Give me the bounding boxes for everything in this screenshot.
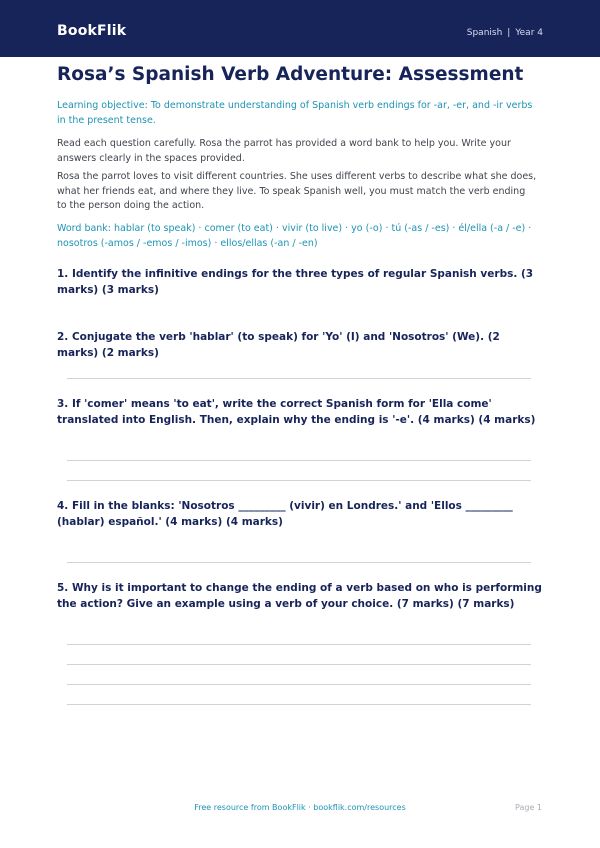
year-label: Year 4	[515, 28, 543, 38]
instructions-paragraph: Read each question carefully. Rosa the parrot has provided a word bank to help you. Write your answers clearly in the spaces provided.	[57, 138, 511, 164]
header-meta	[467, 28, 543, 38]
answer-line[interactable]	[67, 562, 531, 563]
story-paragraph: Rosa the parrot loves to visit different countries. She uses different verbs to describe what she does, what her friends eat, and where they live. To speak Spanish well, you must match the verb ending to the person doing the action.	[57, 171, 537, 211]
header-bar	[0, 0, 600, 57]
answer-line[interactable]	[67, 704, 531, 705]
answer-line[interactable]	[67, 684, 531, 685]
question-5: 5. Why is it important to change the ending of a verb based on who is performing the action? Give an example using a verb of your choice. (7 marks) (7 marks)	[57, 582, 542, 610]
answer-line[interactable]	[67, 480, 531, 481]
subject-label: Spanish	[466, 28, 503, 38]
answer-line[interactable]	[67, 378, 531, 379]
answer-line[interactable]	[67, 460, 531, 461]
question-2: 2. Conjugate the verb 'hablar' (to speak) for 'Yo' (I) and 'Nosotros' (We). (2 marks) (2 marks)	[57, 331, 500, 359]
page-title: Rosa’s Spanish Verb Adventure: Assessment	[57, 64, 524, 85]
question-4: 4. Fill in the blanks: 'Nosotros _________ (vivir) en Londres.' and 'Ellos _________ (hablar) español.' (4 marks) (4 marks)	[57, 500, 513, 528]
question-1: 1. Identify the infinitive endings for the three types of regular Spanish verbs. (3 marks) (3 marks)	[57, 268, 534, 296]
answer-line[interactable]	[67, 664, 531, 665]
answer-line[interactable]	[67, 644, 531, 645]
learning-objective: Learning objective: To demonstrate understanding of Spanish verb endings for -ar, -er, and -ir verbs in the present tense.	[57, 100, 533, 126]
page-number: Page 1	[515, 803, 542, 812]
question-3: 3. If 'comer' means 'to eat', write the correct Spanish form for 'Ella come' translated into English. Then, explain why the ending is '-e'. (4 marks) (4 marks)	[57, 398, 536, 426]
word-bank: Word bank: hablar (to speak) · comer (to eat) · vivir (to live) · yo (-o) · tú (-as / -es) · él/ella (-a / -e) · nosotros (-amos / -emos / -imos) · ellos/ellas (-an / -en)	[57, 223, 532, 249]
brand-logo[interactable]: BookFlik	[57, 23, 127, 39]
footer-credit[interactable]: Free resource from BookFlik · bookflik.com/resources	[194, 803, 406, 812]
header-separator: |	[507, 28, 511, 38]
